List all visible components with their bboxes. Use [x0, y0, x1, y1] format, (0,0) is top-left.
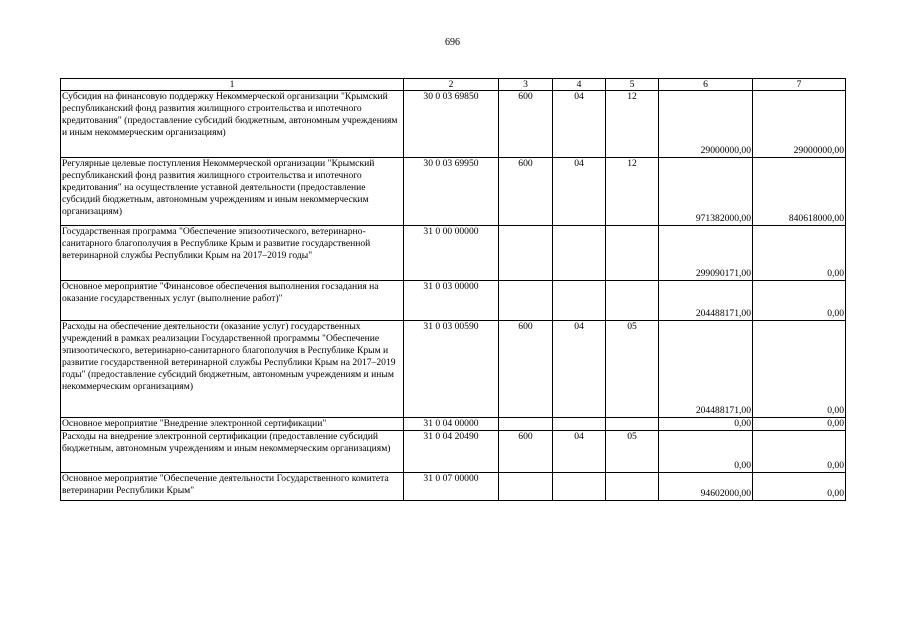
- row-value-6: 94602000,00: [659, 473, 753, 501]
- column-header: 4: [553, 79, 606, 91]
- column-header: 5: [606, 79, 659, 91]
- row-col4: 04: [553, 431, 606, 473]
- row-code: 31 0 00 00000: [404, 226, 499, 281]
- row-name: Регулярные целевые поступления Некоммерческой организации "Крымский республиканский фонд развития жилищного строительства и ипотечного кредитования" на осуществление уставной деятельности (предоставление субсидий бюджетным, автономным учреждениям и иным некоммерческим организациям): [61, 158, 404, 226]
- row-col4: [553, 226, 606, 281]
- row-col4: 04: [553, 158, 606, 226]
- row-col3: [499, 281, 553, 321]
- table-row: [61, 321, 846, 418]
- row-value-7: 0,00: [753, 431, 846, 473]
- row-value-6: 299090171,00: [659, 226, 753, 281]
- row-col3: 600: [499, 158, 553, 226]
- table-header-row: [61, 79, 846, 91]
- row-col4: [553, 418, 606, 431]
- row-value-7: 840618000,00: [753, 158, 846, 226]
- row-col5: 12: [606, 91, 659, 158]
- table-row: [61, 418, 846, 431]
- row-code: 31 0 07 00000: [404, 473, 499, 501]
- row-name: Расходы на внедрение электронной сертификации (предоставление субсидий бюджетным, автономным учреждениям и иным некоммерческим организациям): [61, 431, 404, 473]
- row-value-7: 0,00: [753, 321, 846, 418]
- page-number: 696: [445, 37, 460, 48]
- row-col3: [499, 473, 553, 501]
- row-col4: [553, 281, 606, 321]
- row-value-6: 971382000,00: [659, 158, 753, 226]
- column-header: 1: [61, 79, 404, 91]
- row-col3: [499, 226, 553, 281]
- row-value-7: 0,00: [753, 473, 846, 501]
- column-header: 3: [499, 79, 553, 91]
- budget-table: [60, 78, 846, 501]
- row-col5: [606, 418, 659, 431]
- row-col5: 12: [606, 158, 659, 226]
- column-header: 6: [659, 79, 753, 91]
- row-code: 31 0 04 00000: [404, 418, 499, 431]
- column-header: 7: [753, 79, 846, 91]
- row-col3: 600: [499, 91, 553, 158]
- row-value-6: 29000000,00: [659, 91, 753, 158]
- row-name: Основное мероприятие "Финансовое обеспечения выполнения госзадания на оказание государственных услуг (выполнение работ)": [61, 281, 404, 321]
- row-value-7: 0,00: [753, 418, 846, 431]
- row-value-6: 204488171,00: [659, 281, 753, 321]
- row-name: Субсидия на финансовую поддержку Некоммерческой организации "Крымский республиканский фонд развития жилищного строительства и ипотечного кредитования" (предоставление субсидий бюджетным, автономным учреждениям и иным некоммерческим организациям): [61, 91, 404, 158]
- column-header: 2: [404, 79, 499, 91]
- row-value-7: 0,00: [753, 226, 846, 281]
- row-col4: 04: [553, 91, 606, 158]
- table-row: [61, 473, 846, 501]
- row-code: 31 0 04 20490: [404, 431, 499, 473]
- row-value-6: 204488171,00: [659, 321, 753, 418]
- row-value-7: 0,00: [753, 281, 846, 321]
- table-row: [61, 226, 846, 281]
- row-col4: [553, 473, 606, 501]
- table-row: [61, 281, 846, 321]
- row-col4: 04: [553, 321, 606, 418]
- row-col3: [499, 418, 553, 431]
- row-name: Государственная программа "Обеспечение эпизоотического, ветеринарно-санитарного благополучия в Республике Крым и развитие государственной ветеринарной службы Республики Крым на 2017–2019 годы": [61, 226, 404, 281]
- row-code: 31 0 03 00000: [404, 281, 499, 321]
- row-col5: [606, 281, 659, 321]
- row-code: 31 0 03 00590: [404, 321, 499, 418]
- row-code: 30 0 03 69850: [404, 91, 499, 158]
- table-row: [61, 431, 846, 473]
- row-value-7: 29000000,00: [753, 91, 846, 158]
- row-code: 30 0 03 69950: [404, 158, 499, 226]
- row-name: Основное мероприятие "Обеспечение деятельности Государственного комитета ветеринарии Республики Крым": [61, 473, 404, 501]
- table-row: [61, 91, 846, 158]
- row-col5: [606, 473, 659, 501]
- row-value-6: 0,00: [659, 418, 753, 431]
- row-col5: [606, 226, 659, 281]
- row-name: Расходы на обеспечение деятельности (оказание услуг) государственных учреждений в рамках реализации Государственной программы "Обеспечение эпизоотического, ветеринарно-санитарного благополучия в Республике Крым и развитие государственной ветеринарной службы Республики Крым на 2017–2019 годы" (предоставление субсидий бюджетным, автономным учреждениям и иным некоммерческим организациям): [61, 321, 404, 418]
- row-name: Основное мероприятие "Внедрение электронной сертификации": [61, 418, 404, 431]
- row-col3: 600: [499, 321, 553, 418]
- row-col3: 600: [499, 431, 553, 473]
- row-col5: 05: [606, 321, 659, 418]
- row-col5: 05: [606, 431, 659, 473]
- table-row: [61, 158, 846, 226]
- row-value-6: 0,00: [659, 431, 753, 473]
